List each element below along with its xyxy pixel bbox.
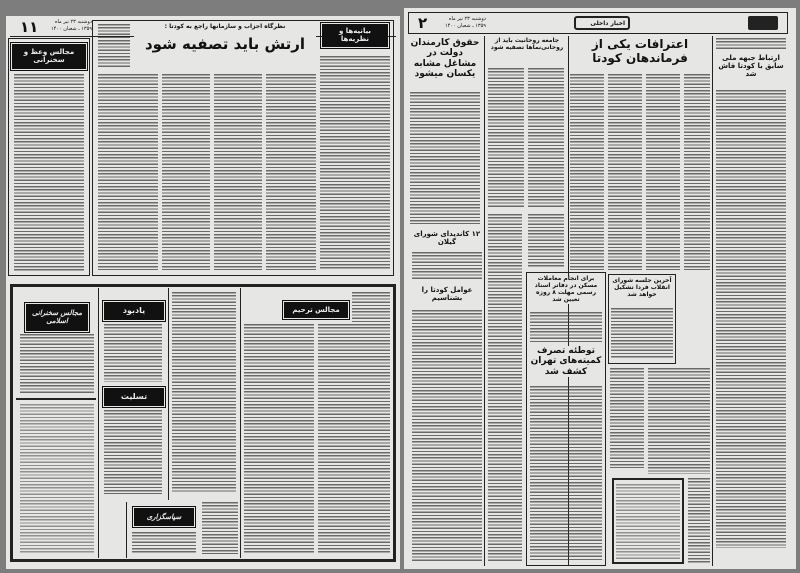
headline-coup-agents: عوامل کودتا را بشناسیم bbox=[412, 286, 482, 302]
announcement-text bbox=[202, 502, 238, 554]
headline-main: اعترافات یکی از فرماندهان کودتا bbox=[570, 38, 710, 66]
article-body-text bbox=[610, 368, 644, 468]
article-body-text bbox=[412, 310, 482, 562]
announcement-text bbox=[172, 292, 236, 492]
statements-box-title: بیانیه‌ها و نظریه‌ها bbox=[322, 24, 388, 47]
article-body-text bbox=[98, 74, 158, 270]
date-line bbox=[42, 19, 92, 33]
page-number: ۲ bbox=[418, 14, 428, 32]
headline-salaries: حقوق کارمندان دولت در مشاغل مشابه یکسان میشود bbox=[410, 38, 480, 80]
newspaper-logo-icon bbox=[748, 16, 778, 30]
announcement-text bbox=[20, 404, 94, 554]
article-body-text bbox=[611, 308, 673, 358]
announcement-text bbox=[20, 334, 94, 394]
date-text: ۱۳۵۹ ـ شعبان ۱۴۰۰ bbox=[50, 26, 92, 32]
article-body-text bbox=[648, 368, 710, 474]
article-body-text bbox=[688, 478, 710, 564]
page-number: ۱۱ bbox=[20, 18, 39, 36]
headline-gilan: ۱۲ کاندیدای شورای گیلان bbox=[413, 230, 481, 247]
headline-council: آخرین جلسه شورای انقلاب فردا تشکیل خواهد شد bbox=[612, 277, 672, 298]
right-newspaper-page bbox=[404, 8, 796, 569]
article-body-text bbox=[14, 74, 84, 272]
article-body-text bbox=[320, 56, 390, 270]
announcement-text bbox=[132, 532, 196, 554]
article-body-text bbox=[266, 74, 316, 270]
announcement-text bbox=[318, 324, 390, 554]
memorial-title: یادبود bbox=[104, 302, 164, 320]
section-label: اخبار داخلی bbox=[574, 16, 630, 30]
article-body-text bbox=[528, 214, 564, 268]
date-text: ۱۳۵۹ ـ شعبان ۱۴۰۰ bbox=[444, 23, 486, 29]
condolences-title: تسلیت bbox=[104, 388, 164, 406]
date-line bbox=[436, 16, 486, 30]
article-body-text bbox=[214, 74, 262, 270]
article-body-text bbox=[412, 252, 482, 280]
islamic-lectures-title: مجالس سخنرانی اسلامی bbox=[26, 304, 88, 331]
article-body-text bbox=[608, 74, 642, 270]
article-body-text bbox=[98, 24, 130, 68]
article-body-text bbox=[488, 68, 524, 208]
article-body-text bbox=[530, 386, 602, 562]
article-kicker: نظرگاه احزاب و سازمانها راجع به کودتا : bbox=[134, 24, 316, 31]
thanks-title: سپاسگزاری bbox=[134, 508, 194, 526]
article-body-text bbox=[528, 68, 564, 208]
announcement-text bbox=[104, 410, 162, 494]
headline-clergy: جامعه روحانیت باید از روحانی‌نماها تصفیه شود bbox=[488, 38, 566, 52]
announcement-text bbox=[352, 292, 390, 322]
date-text: دوشنبه ۲۳ تیر ماه bbox=[54, 19, 92, 25]
article-body-text bbox=[488, 214, 522, 562]
article-body-text bbox=[684, 74, 710, 270]
article-body-text bbox=[410, 92, 480, 224]
article-body-text bbox=[616, 484, 680, 560]
headline-housing: برای انجام معاملات مسکن در دفاتر اسناد رسمی مهلت ۸ روزه تعیین شد bbox=[530, 276, 602, 304]
article-body-text bbox=[530, 312, 602, 342]
condolence-gatherings-title: مجالس ترحیم bbox=[284, 302, 348, 318]
headline-committees: توطئه تصرف کمیته‌های تهران کشف شد bbox=[530, 346, 602, 377]
announcement-text bbox=[244, 324, 314, 554]
article-body-text bbox=[570, 74, 604, 270]
article-body-text bbox=[646, 74, 680, 270]
date-text: دوشنبه ۲۳ تیر ماه bbox=[448, 16, 486, 22]
announcement-text bbox=[104, 324, 162, 382]
article-body-text bbox=[716, 90, 786, 548]
headline-national-front: ارتباط جبهه ملی سابق با کودتا فاش شد bbox=[716, 54, 786, 78]
left-newspaper-page bbox=[6, 16, 400, 569]
sidebar-title: مجالس وعظ و سخنرانی bbox=[12, 44, 86, 69]
article-body-text bbox=[716, 38, 786, 50]
main-headline: ارتش باید تصفیه شود bbox=[134, 36, 316, 53]
article-body-text bbox=[162, 74, 210, 270]
